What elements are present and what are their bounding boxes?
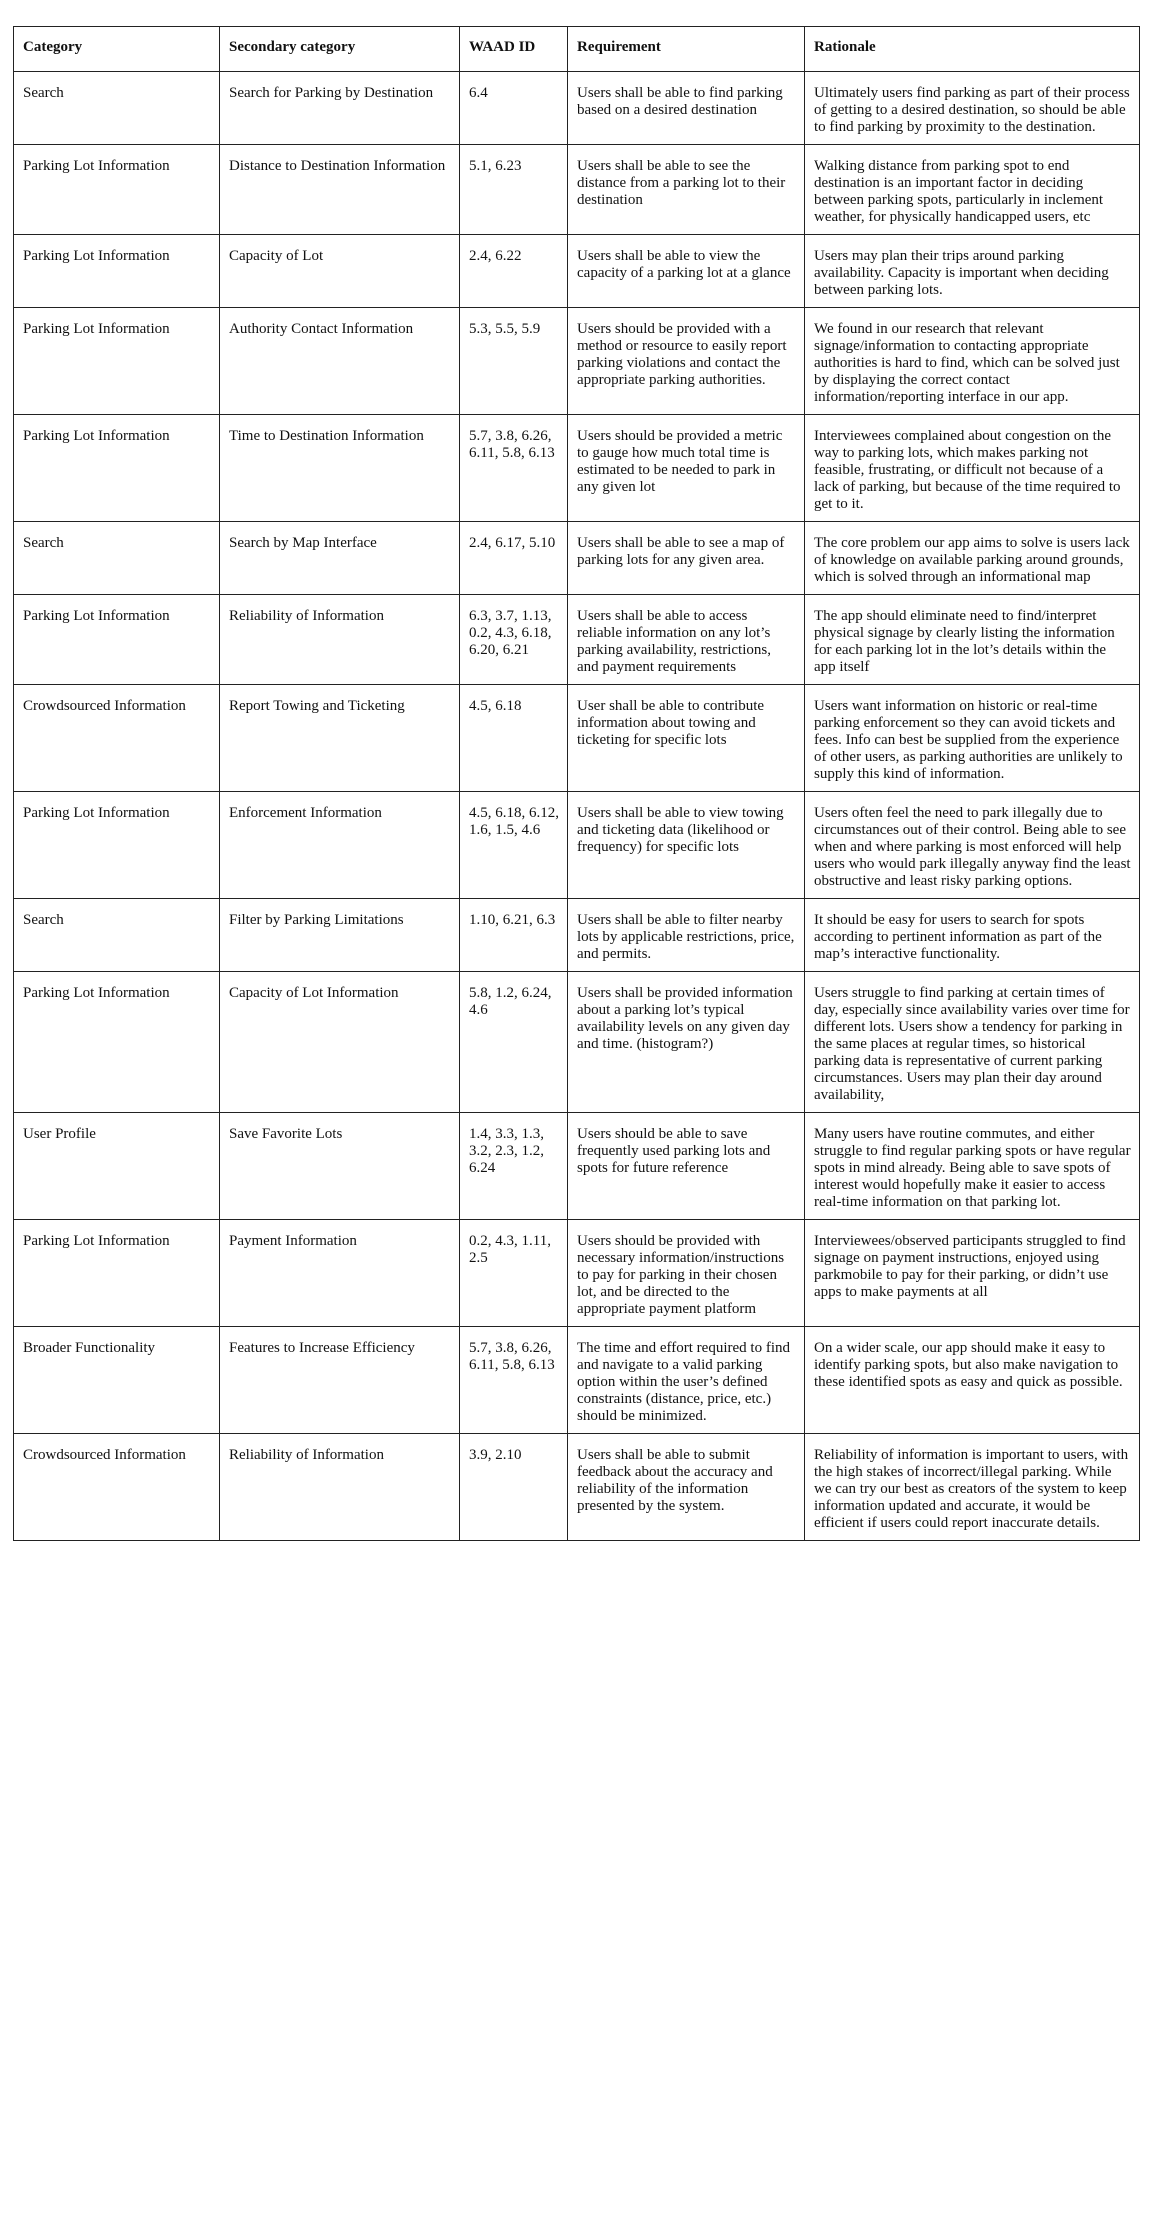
cell-rationale: Many users have routine commutes, and either struggle to find regular parking spots or have regular spots in mind already. Being able to save spots of interest would hopefully make it easier to access real-time information on that parking lot. <box>805 1113 1140 1220</box>
cell-requirement: Users shall be able to view the capacity of a parking lot at a glance <box>568 235 805 308</box>
cell-requirement: Users shall be able to filter nearby lots by applicable restrictions, price, and permits. <box>568 899 805 972</box>
header-waad-id: WAAD ID <box>460 27 568 72</box>
cell-waad-id: 2.4, 6.17, 5.10 <box>460 522 568 595</box>
cell-category: Parking Lot Information <box>14 235 220 308</box>
cell-category: Broader Functionality <box>14 1327 220 1434</box>
cell-requirement: Users should be able to save frequently used parking lots and spots for future reference <box>568 1113 805 1220</box>
cell-rationale: The core problem our app aims to solve is users lack of knowledge on available parking around grounds, which is solved through an informational map <box>805 522 1140 595</box>
cell-rationale: Users struggle to find parking at certain times of day, especially since availability varies over time for different lots. Users show a tendency for parking in the same places at regular times, so historical parking data is representative of current parking circumstances. Users may plan their day around availability, <box>805 972 1140 1113</box>
cell-waad-id: 5.7, 3.8, 6.26, 6.11, 5.8, 6.13 <box>460 1327 568 1434</box>
cell-waad-id: 5.3, 5.5, 5.9 <box>460 308 568 415</box>
table-row <box>14 308 1140 415</box>
cell-category: Parking Lot Information <box>14 415 220 522</box>
cell-secondary-category: Capacity of Lot Information <box>220 972 460 1113</box>
cell-category: Parking Lot Information <box>14 145 220 235</box>
cell-rationale: Users may plan their trips around parking availability. Capacity is important when deciding between parking lots. <box>805 235 1140 308</box>
cell-secondary-category: Save Favorite Lots <box>220 1113 460 1220</box>
cell-requirement: Users shall be provided information about a parking lot’s typical availability levels on any given day and time. (histogram?) <box>568 972 805 1113</box>
table-row <box>14 792 1140 899</box>
cell-rationale: Reliability of information is important to users, with the high stakes of incorrect/illegal parking. While we can try our best as creators of the system to keep information updated and accurate, it would be efficient if users could report inaccurate details. <box>805 1434 1140 1541</box>
cell-requirement: Users shall be able to access reliable information on any lot’s parking availability, restrictions, and payment requirements <box>568 595 805 685</box>
cell-category: User Profile <box>14 1113 220 1220</box>
cell-rationale: Interviewees/observed participants struggled to find signage on payment instructions, enjoyed using parkmobile to pay for their parking, or didn’t use apps to make payments at all <box>805 1220 1140 1327</box>
header-rationale: Rationale <box>805 27 1140 72</box>
cell-waad-id: 0.2, 4.3, 1.11, 2.5 <box>460 1220 568 1327</box>
cell-secondary-category: Search by Map Interface <box>220 522 460 595</box>
table-row <box>14 1327 1140 1434</box>
cell-secondary-category: Search for Parking by Destination <box>220 72 460 145</box>
header-category: Category <box>14 27 220 72</box>
cell-rationale: The app should eliminate need to find/interpret physical signage by clearly listing the information for each parking lot in the lot’s details within the app itself <box>805 595 1140 685</box>
table-row <box>14 522 1140 595</box>
cell-requirement: Users shall be able to see a map of parking lots for any given area. <box>568 522 805 595</box>
header-row <box>14 27 1140 72</box>
cell-rationale: We found in our research that relevant signage/information to contacting appropriate authorities is hard to find, which can be solved just by displaying the correct contact information/reporting interface in our app. <box>805 308 1140 415</box>
table-row <box>14 1220 1140 1327</box>
cell-waad-id: 4.5, 6.18 <box>460 685 568 792</box>
cell-waad-id: 4.5, 6.18, 6.12, 1.6, 1.5, 4.6 <box>460 792 568 899</box>
cell-requirement: The time and effort required to find and navigate to a valid parking option within the user’s defined constraints (distance, price, etc.) should be minimized. <box>568 1327 805 1434</box>
cell-secondary-category: Reliability of Information <box>220 1434 460 1541</box>
cell-waad-id: 1.4, 3.3, 1.3, 3.2, 2.3, 1.2, 6.24 <box>460 1113 568 1220</box>
table-row <box>14 72 1140 145</box>
cell-secondary-category: Features to Increase Efficiency <box>220 1327 460 1434</box>
cell-secondary-category: Time to Destination Information <box>220 415 460 522</box>
cell-category: Search <box>14 522 220 595</box>
cell-secondary-category: Filter by Parking Limitations <box>220 899 460 972</box>
cell-rationale: Interviewees complained about congestion on the way to parking lots, which makes parking not feasible, frustrating, or difficult not because of a lack of parking, but because of the time required to get to it. <box>805 415 1140 522</box>
cell-rationale: Users want information on historic or real-time parking enforcement so they can avoid tickets and fees. Info can best be supplied from the experience of other users, as parking authorities are unlikely to supply this kind of information. <box>805 685 1140 792</box>
cell-requirement: Users shall be able to submit feedback about the accuracy and reliability of the information presented by the system. <box>568 1434 805 1541</box>
cell-secondary-category: Capacity of Lot <box>220 235 460 308</box>
cell-waad-id: 5.7, 3.8, 6.26, 6.11, 5.8, 6.13 <box>460 415 568 522</box>
cell-requirement: Users shall be able to find parking based on a desired destination <box>568 72 805 145</box>
cell-waad-id: 3.9, 2.10 <box>460 1434 568 1541</box>
cell-requirement: User shall be able to contribute information about towing and ticketing for specific lots <box>568 685 805 792</box>
cell-rationale: It should be easy for users to search for spots according to pertinent information as part of the map’s interactive functionality. <box>805 899 1140 972</box>
cell-category: Search <box>14 899 220 972</box>
cell-rationale: Users often feel the need to park illegally due to circumstances out of their control. Being able to see when and where parking is most enforced will help users who would park illegally anyway find the least obstructive and least risky parking options. <box>805 792 1140 899</box>
table-row <box>14 595 1140 685</box>
cell-category: Search <box>14 72 220 145</box>
cell-waad-id: 1.10, 6.21, 6.3 <box>460 899 568 972</box>
cell-waad-id: 5.1, 6.23 <box>460 145 568 235</box>
cell-secondary-category: Enforcement Information <box>220 792 460 899</box>
cell-secondary-category: Payment Information <box>220 1220 460 1327</box>
cell-category: Parking Lot Information <box>14 308 220 415</box>
table-row <box>14 415 1140 522</box>
requirements-table <box>13 26 1140 1541</box>
cell-waad-id: 6.4 <box>460 72 568 145</box>
cell-waad-id: 2.4, 6.22 <box>460 235 568 308</box>
cell-category: Crowdsourced Information <box>14 1434 220 1541</box>
table-row <box>14 145 1140 235</box>
cell-requirement: Users should be provided with a method or resource to easily report parking violations and contact the appropriate parking authorities. <box>568 308 805 415</box>
table-body <box>14 72 1140 1541</box>
table-row <box>14 972 1140 1113</box>
cell-rationale: Walking distance from parking spot to end destination is an important factor in deciding between parking spots, particularly in inclement weather, for physically handicapped users, etc <box>805 145 1140 235</box>
cell-category: Parking Lot Information <box>14 972 220 1113</box>
table-row <box>14 1434 1140 1541</box>
cell-requirement: Users shall be able to see the distance from a parking lot to their destination <box>568 145 805 235</box>
cell-rationale: Ultimately users find parking as part of their process of getting to a desired destination, so should be able to find parking by proximity to the destination. <box>805 72 1140 145</box>
header-secondary-category: Secondary category <box>220 27 460 72</box>
table-header <box>14 27 1140 72</box>
cell-requirement: Users should be provided a metric to gauge how much total time is estimated to be needed to park in any given lot <box>568 415 805 522</box>
cell-requirement: Users shall be able to view towing and ticketing data (likelihood or frequency) for specific lots <box>568 792 805 899</box>
cell-requirement: Users should be provided with necessary information/instructions to pay for parking in their chosen lot, and be directed to the appropriate payment platform <box>568 1220 805 1327</box>
table-row <box>14 899 1140 972</box>
table-row <box>14 685 1140 792</box>
cell-category: Parking Lot Information <box>14 792 220 899</box>
cell-category: Crowdsourced Information <box>14 685 220 792</box>
cell-rationale: On a wider scale, our app should make it easy to identify parking spots, but also make navigation to these identified spots as easy and quick as possible. <box>805 1327 1140 1434</box>
cell-secondary-category: Reliability of Information <box>220 595 460 685</box>
cell-category: Parking Lot Information <box>14 595 220 685</box>
cell-waad-id: 5.8, 1.2, 6.24, 4.6 <box>460 972 568 1113</box>
cell-waad-id: 6.3, 3.7, 1.13, 0.2, 4.3, 6.18, 6.20, 6.21 <box>460 595 568 685</box>
table-row <box>14 235 1140 308</box>
cell-secondary-category: Distance to Destination Information <box>220 145 460 235</box>
cell-secondary-category: Authority Contact Information <box>220 308 460 415</box>
table-row <box>14 1113 1140 1220</box>
cell-category: Parking Lot Information <box>14 1220 220 1327</box>
cell-secondary-category: Report Towing and Ticketing <box>220 685 460 792</box>
header-requirement: Requirement <box>568 27 805 72</box>
